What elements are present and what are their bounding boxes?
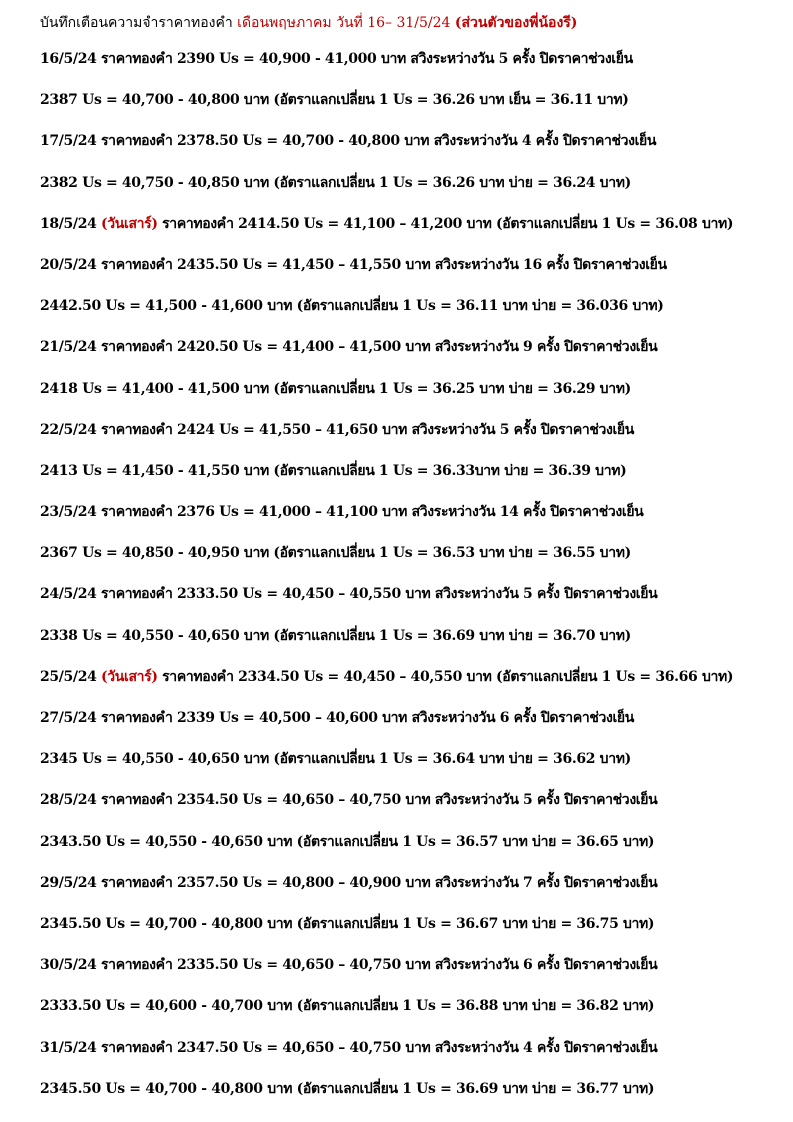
log-text: 23/5/24 ราคาทองคำ 2376 Us = 41,000 – 41,100 บาท สวิงระหว่างวัน 14 ครั้ง ปิดราคาช่วงเย็น	[40, 504, 644, 521]
log-line	[40, 788, 785, 829]
title-owner-note: (ส่วนตัวของพี่น้องรี)	[454, 15, 578, 31]
gold-price-log	[40, 47, 785, 1118]
log-line	[40, 253, 785, 294]
log-line	[40, 830, 785, 871]
log-line	[40, 1036, 785, 1077]
log-text: 2345 Us = 40,550 - 40,650 บาท (อัตราแลกเปลี่ยน 1 Us = 36.64 บาท บ่าย = 36.62 บาท)	[40, 751, 631, 768]
log-text: 2345.50 Us = 40,700 - 40,800 บาท (อัตราแลกเปลี่ยน 1 Us = 36.67 บาท บ่าย = 36.75 บาท)	[40, 915, 655, 932]
log-text-continued: ราคาทองคำ 2414.50 Us = 41,100 – 41,200 บาท (อัตราแลกเปลี่ยน 1 Us = 36.08 บาท)	[157, 215, 734, 232]
log-text: 2367 Us = 40,850 - 40,950 บาท (อัตราแลกเปลี่ยน 1 Us = 36.53 บาท บ่าย = 36.55 บาท)	[40, 545, 631, 562]
log-line	[40, 706, 785, 747]
log-line	[40, 212, 785, 253]
log-line	[40, 47, 785, 88]
log-line	[40, 418, 785, 459]
log-line	[40, 335, 785, 376]
log-text: 16/5/24 ราคาทองคำ 2390 Us = 40,900 - 41,000 บาท สวิงระหว่างวัน 5 ครั้ง ปิดราคาช่วงเย็น	[40, 51, 633, 67]
title-prefix: บันทึกเตือนความจำราคาทองคำ	[40, 15, 238, 31]
log-text: 2418 Us = 41,400 - 41,500 บาท (อัตราแลกเปลี่ยน 1 Us = 36.25 บาท บ่าย = 36.29 บาท)	[40, 380, 631, 397]
log-text: 25/5/24	[40, 668, 102, 685]
title-month-range: เดือนพฤษภาคม วันที่ 16– 31/5/24	[237, 15, 455, 31]
log-line	[40, 88, 785, 129]
log-text: 2343.50 Us = 40,550 - 40,650 บาท (อัตราแลกเปลี่ยน 1 Us = 36.57 บาท บ่าย = 36.65 บาท)	[40, 833, 655, 850]
weekday-highlight: (วันเสาร์)	[101, 668, 158, 685]
log-text-continued: ราคาทองคำ 2334.50 Us = 40,450 – 40,550 บาท (อัตราแลกเปลี่ยน 1 Us = 36.66 บาท)	[157, 668, 734, 685]
log-text: 2338 Us = 40,550 - 40,650 บาท (อัตราแลกเปลี่ยน 1 Us = 36.69 บาท บ่าย = 36.70 บาท)	[40, 627, 631, 644]
log-text: 27/5/24 ราคาทองคำ 2339 Us = 40,500 – 40,600 บาท สวิงระหว่างวัน 6 ครั้ง ปิดราคาช่วงเย็น	[40, 710, 635, 726]
log-line	[40, 747, 785, 788]
document-title	[40, 12, 577, 34]
log-line	[40, 129, 785, 170]
log-line	[40, 624, 785, 665]
log-line	[40, 500, 785, 541]
log-text: 22/5/24 ราคาทองคำ 2424 Us = 41,550 – 41,650 บาท สวิงระหว่างวัน 5 ครั้ง ปิดราคาช่วงเย็น	[40, 421, 635, 438]
log-line	[40, 541, 785, 582]
log-line	[40, 871, 785, 912]
log-line	[40, 912, 785, 953]
log-text: 29/5/24 ราคาทองคำ 2357.50 Us = 40,800 – 40,900 บาท สวิงระหว่างวัน 7 ครั้ง ปิดราคาช่วงเย็น	[40, 874, 658, 891]
log-text: 18/5/24	[40, 215, 102, 232]
log-line	[40, 171, 785, 212]
log-text: 20/5/24 ราคาทองคำ 2435.50 Us = 41,450 – 41,550 บาท สวิงระหว่างวัน 16 ครั้ง ปิดราคาช่วงเย็น	[40, 256, 667, 273]
log-text: 2413 Us = 41,450 - 41,550 บาท (อัตราแลกเปลี่ยน 1 Us = 36.33บาท บ่าย = 36.39 บาท)	[40, 462, 627, 479]
log-line	[40, 953, 785, 994]
log-line	[40, 1077, 785, 1118]
log-text: 2333.50 Us = 40,600 - 40,700 บาท (อัตราแลกเปลี่ยน 1 Us = 36.88 บาท บ่าย = 36.82 บาท)	[40, 998, 655, 1015]
log-line	[40, 665, 785, 706]
log-text: 28/5/24 ราคาทองคำ 2354.50 Us = 40,650 – 40,750 บาท สวิงระหว่างวัน 5 ครั้ง ปิดราคาช่วงเย็น	[40, 792, 658, 809]
log-text: 2345.50 Us = 40,700 - 40,800 บาท (อัตราแลกเปลี่ยน 1 Us = 36.69 บาท บ่าย = 36.77 บาท)	[40, 1080, 655, 1097]
log-line	[40, 994, 785, 1035]
log-text: 21/5/24 ราคาทองคำ 2420.50 Us = 41,400 – 41,500 บาท สวิงระหว่างวัน 9 ครั้ง ปิดราคาช่วงเย็น	[40, 339, 658, 356]
log-line	[40, 377, 785, 418]
log-text: 30/5/24 ราคาทองคำ 2335.50 Us = 40,650 – 40,750 บาท สวิงระหว่างวัน 6 ครั้ง ปิดราคาช่วงเย็น	[40, 957, 658, 974]
weekday-highlight: (วันเสาร์)	[101, 215, 158, 232]
log-line	[40, 582, 785, 623]
log-text: 17/5/24 ราคาทองคำ 2378.50 Us = 40,700 - 40,800 บาท สวิงระหว่างวัน 4 ครั้ง ปิดราคาช่วงเย็น	[40, 133, 657, 150]
log-text: 2387 Us = 40,700 - 40,800 บาท (อัตราแลกเปลี่ยน 1 Us = 36.26 บาท เย็น = 36.11 บาท)	[40, 92, 629, 109]
log-text: 2442.50 Us = 41,500 - 41,600 บาท (อัตราแลกเปลี่ยน 1 Us = 36.11 บาท บ่าย = 36.036 บาท)	[40, 298, 664, 315]
log-text: 31/5/24 ราคาทองคำ 2347.50 Us = 40,650 – 40,750 บาท สวิงระหว่างวัน 4 ครั้ง ปิดราคาช่วงเย็น	[40, 1039, 658, 1056]
log-text: 2382 Us = 40,750 - 40,850 บาท (อัตราแลกเปลี่ยน 1 Us = 36.26 บาท บ่าย = 36.24 บาท)	[40, 174, 631, 191]
log-line	[40, 459, 785, 500]
log-line	[40, 294, 785, 335]
log-text: 24/5/24 ราคาทองคำ 2333.50 Us = 40,450 – 40,550 บาท สวิงระหว่างวัน 5 ครั้ง ปิดราคาช่วงเย็น	[40, 586, 658, 603]
